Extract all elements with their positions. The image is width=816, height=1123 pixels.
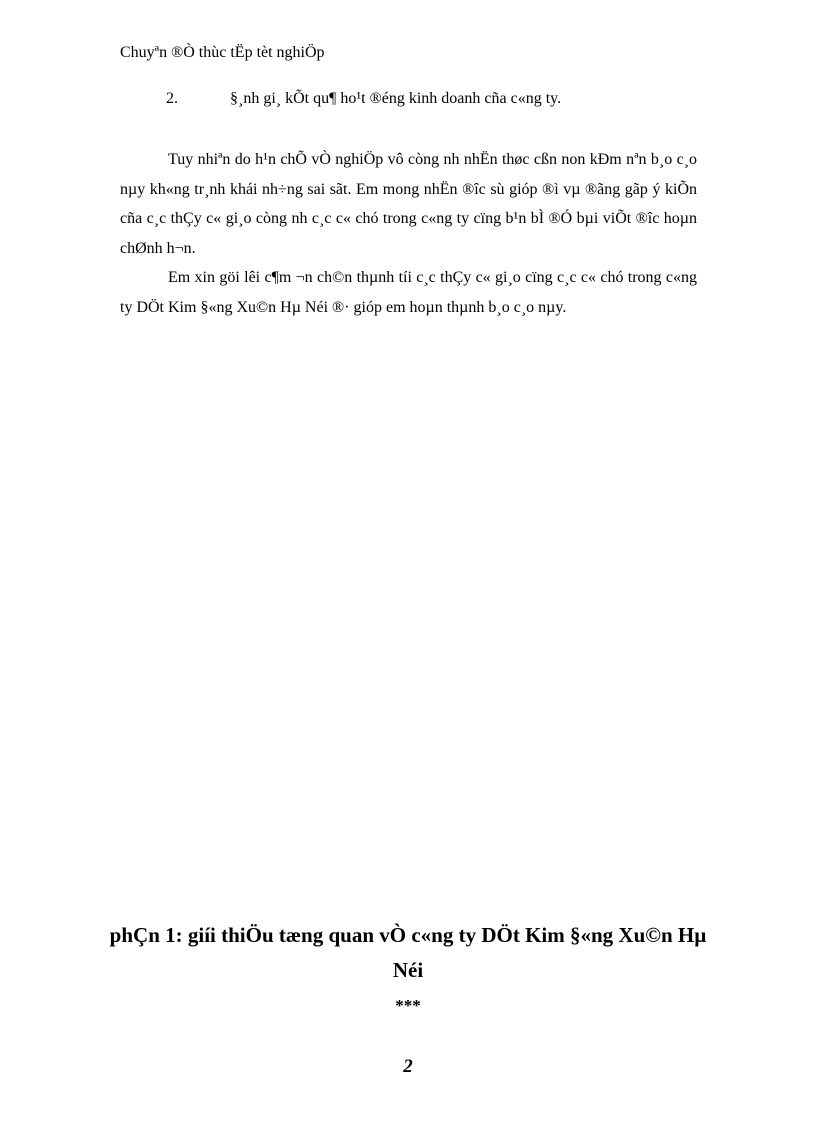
section-title: phÇn 1: giíi thiÖu tæng quan vÒ c«ng ty DÖt Kim §«ng Xu©n Hµ Néi — [109, 923, 707, 982]
list-item-text: §¸nh gi¸ kÕt qu¶ ho¹t ®éng kinh doanh cña c«ng ty. — [230, 90, 562, 107]
body-paragraph: Em xin göi lêi c¶m ¬n ch©n thµnh tíi c¸c thÇy c« gi¸o cïng c¸c c« chó trong c«ng ty DÖt Kim §«ng Xu©n Hµ Néi ®· gióp em hoµn thµnh b¸o c¸o nµy. — [120, 269, 697, 316]
running-header: Chuyªn ®Ò thùc tËp tèt nghiÖp — [120, 44, 325, 61]
body-paragraph: Tuy nhiªn do h¹n chÕ vÒ nghiÖp vô còng nh nhËn thøc cßn non kÐm nªn b¸o c¸o nµy kh«ng tr¸nh khái nh÷ng sai sãt. Em mong nhËn ®îc sù gióp ®ì vµ ®ãng gãp ý kiÕn cña c¸c thÇy c« gi¸o còng nh c¸c c« chó trong c«ng ty cïng b¹n bÌ ®Ó bµi viÕt ®îc hoµn chØnh h¬n. — [120, 151, 697, 257]
section-divider-stars: *** — [395, 996, 421, 1015]
list-item — [166, 90, 561, 108]
list-item-number: 2. — [166, 90, 178, 107]
page-number: 2 — [403, 1056, 413, 1077]
